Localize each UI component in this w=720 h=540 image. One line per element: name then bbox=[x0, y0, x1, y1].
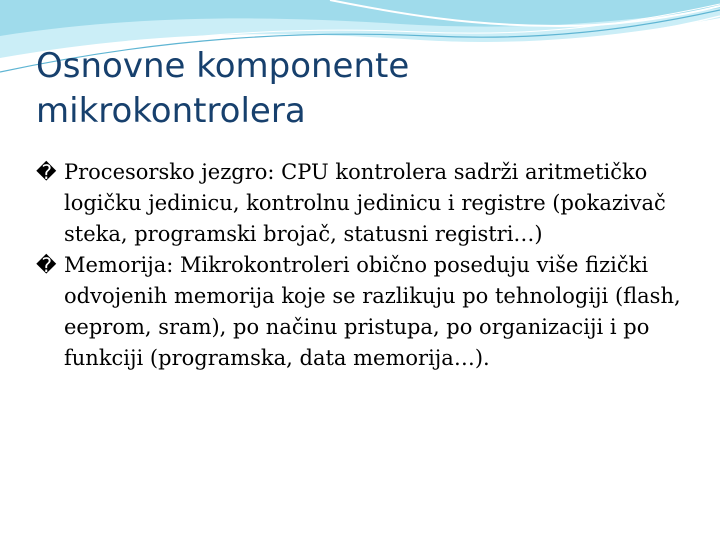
bullet-text: Procesorsko jezgro: CPU kontrolera sadrži aritmetičko logičku jedinicu, kontrolnu jedinicu i registre (pokazivač steka, programski brojač, statusni registri…) bbox=[64, 160, 666, 246]
bullet-marker-icon: � bbox=[36, 253, 57, 277]
slide-body bbox=[36, 157, 696, 374]
bullet-text: Memorija: Mikrokontroleri obično poseduju više fizički odvojenih memorija koje se razlikuju po tehnologiji (flash, eeprom, sram), po načinu pristupa, po organizaciji i po funkciji (programska, data memorija…). bbox=[64, 253, 681, 370]
bullet-item-memory bbox=[36, 250, 696, 374]
bullet-marker-icon: � bbox=[36, 160, 57, 184]
bullet-item-processor-core bbox=[36, 157, 696, 250]
slide-title: Osnovne komponente mikrokontrolera bbox=[36, 46, 410, 131]
